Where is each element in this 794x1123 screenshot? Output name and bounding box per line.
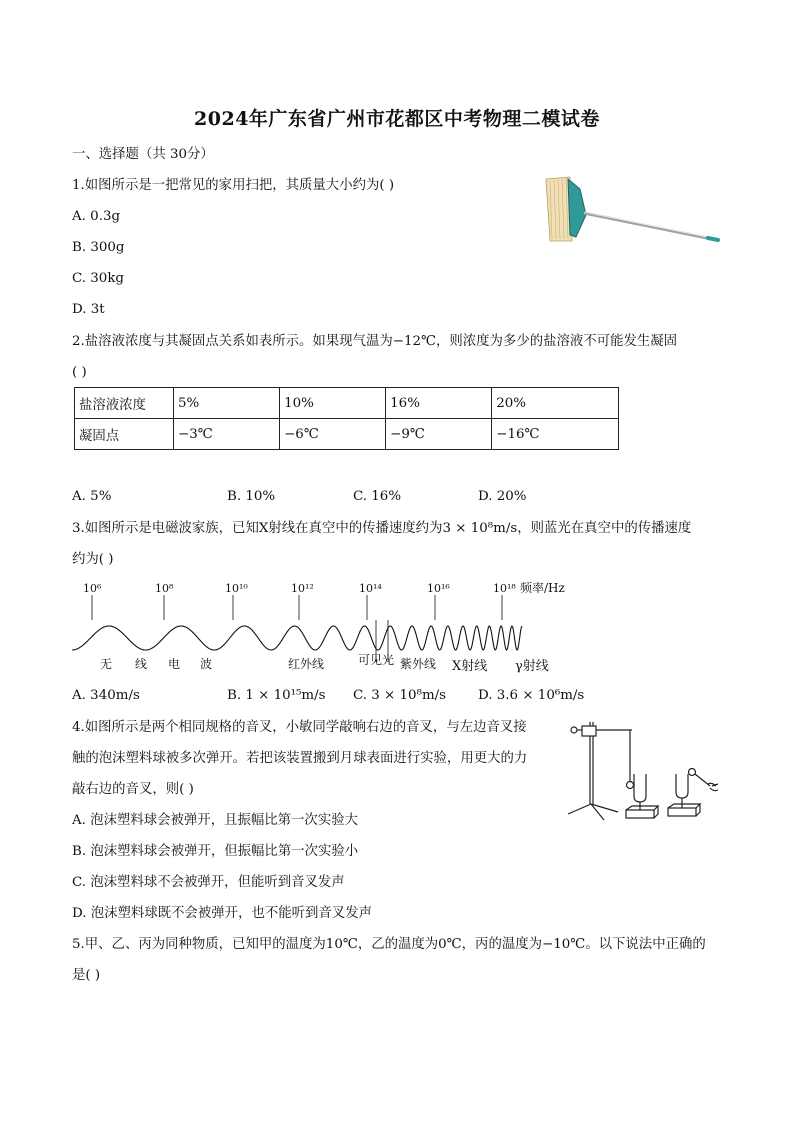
q2-stem-cont: ( ) xyxy=(72,365,87,380)
freq-label: 10¹⁸ xyxy=(493,582,516,595)
q4-option-d: D. 泡沫塑料球既不会被弹开，也不能听到音叉发声 xyxy=(72,906,372,921)
q1-option-a: A. 0.3g xyxy=(72,209,121,224)
tuning-fork-figure xyxy=(562,712,727,831)
band-label: 电 xyxy=(168,657,181,671)
band-label: 波 xyxy=(200,657,213,671)
q2-option-a: A. 5% xyxy=(72,489,112,504)
section-heading: 一、选择题（共 30分） xyxy=(72,147,214,162)
q1-option-b: B. 300g xyxy=(72,240,125,255)
band-label: 紫外线 xyxy=(400,657,437,671)
table-row xyxy=(75,419,619,450)
q4-option-b: B. 泡沫塑料球会被弹开，但振幅比第一次实验小 xyxy=(72,844,359,859)
table-cell: −16℃ xyxy=(492,419,619,450)
q3-stem-cont: 约为( ) xyxy=(72,552,114,567)
q2-option-d: D. 20% xyxy=(478,489,527,504)
table-cell: 盐溶液浓度 xyxy=(75,388,174,419)
q3-option-c: C. 3 × 10⁸m/s xyxy=(353,688,447,703)
freq-label: 10⁸ xyxy=(155,582,174,595)
q4-stem-line2: 触的泡沫塑料球被多次弹开。若把该装置搬到月球表面进行实验，用更大的力 xyxy=(72,751,528,766)
q1-option-c: C. 30kg xyxy=(72,271,125,286)
freq-label: 10¹⁶ xyxy=(427,582,450,595)
table-cell: 凝固点 xyxy=(75,419,174,450)
band-label: 可见光 xyxy=(358,653,395,667)
q4-stem-line3: 敲右边的音叉，则( ) xyxy=(72,782,194,797)
q5-stem-cont: 是( ) xyxy=(72,968,101,983)
freq-label: 10¹⁰ xyxy=(225,582,248,595)
freq-label: 10¹² xyxy=(291,582,314,595)
salt-table xyxy=(74,387,619,450)
q2-option-c: C. 16% xyxy=(353,489,402,504)
em-spectrum-figure xyxy=(70,572,580,686)
band-label: γ射线 xyxy=(515,659,549,674)
table-cell: −3℃ xyxy=(174,419,280,450)
q3-option-d: D. 3.6 × 10⁶m/s xyxy=(478,688,585,703)
table-cell: 10% xyxy=(280,388,386,419)
q2-option-b: B. 10% xyxy=(227,489,276,504)
q4-option-c: C. 泡沫塑料球不会被弹开，但能听到音叉发声 xyxy=(72,875,345,890)
q1-option-d: D. 3t xyxy=(72,302,105,317)
q1-stem: 1.如图所示是一把常见的家用扫把，其质量大小约为( ) xyxy=(72,178,395,193)
table-cell: −9℃ xyxy=(386,419,492,450)
table-cell: 20% xyxy=(492,388,619,419)
q2-stem: 2.盐溶液浓度与其凝固点关系如表所示。如果现气温为−12℃，则浓度为多少的盐溶液不可能发生凝固 xyxy=(72,334,678,349)
table-cell: −6℃ xyxy=(280,419,386,450)
q3-option-a: A. 340m/s xyxy=(72,688,140,703)
q3-option-b: B. 1 × 10¹⁵m/s xyxy=(227,688,326,703)
band-label: 线 xyxy=(135,657,148,671)
table-row xyxy=(75,388,619,419)
band-label: X射线 xyxy=(452,659,488,674)
freq-label: 10¹⁴ xyxy=(359,582,382,595)
band-label: 红外线 xyxy=(288,657,325,671)
q3-stem: 3.如图所示是电磁波家族，已知X射线在真空中的传播速度约为3 × 10⁸m/s，则蓝光在真空中的传播速度 xyxy=(72,521,692,536)
table-cell: 5% xyxy=(174,388,280,419)
em-wave xyxy=(72,626,522,650)
table-cell: 16% xyxy=(386,388,492,419)
q5-stem: 5.甲、乙、丙为同种物质，已知甲的温度为10℃，乙的温度为0℃，丙的温度为−10℃。以下说法中正确的 xyxy=(72,937,706,952)
freq-label: 10⁶ xyxy=(83,582,102,595)
q4-option-a: A. 泡沫塑料球会被弹开，且振幅比第一次实验大 xyxy=(72,813,358,828)
band-label: 无 xyxy=(100,657,113,671)
broom-figure xyxy=(540,175,725,254)
freq-unit: 频率/Hz xyxy=(520,581,565,595)
q4-stem-line1: 4.如图所示是两个相同规格的音叉，小敏同学敲响右边的音叉，与左边音叉接 xyxy=(72,720,527,735)
page-title: 2024年广东省广州市花都区中考物理二模试卷 xyxy=(194,108,600,130)
